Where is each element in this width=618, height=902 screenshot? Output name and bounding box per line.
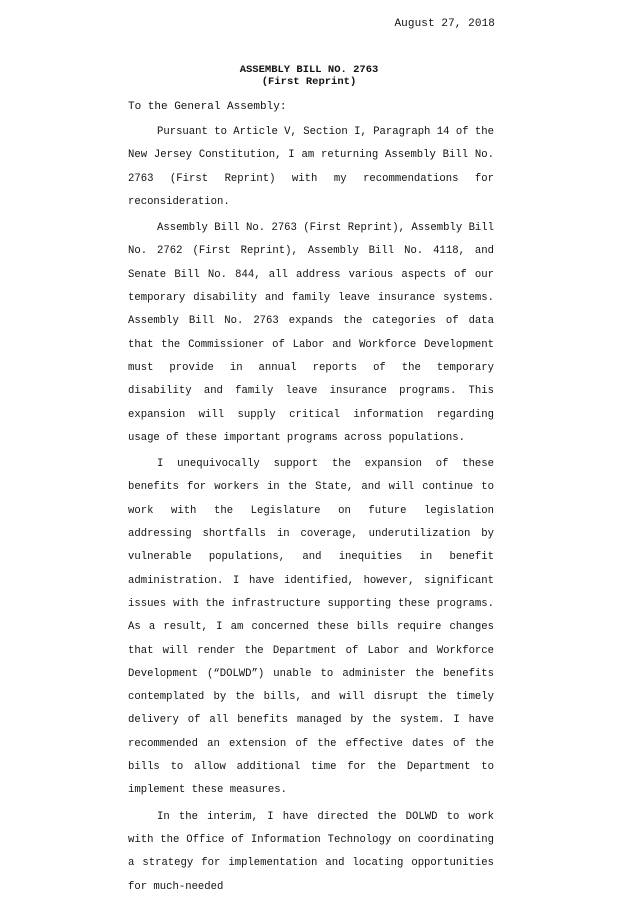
body-paragraph: In the interim, I have directed the DOLWD to work with the Office of Information Technology on coordinating a strategy for implementation and locating opportunities for much-needed — [128, 810, 494, 893]
bill-title — [0, 64, 618, 88]
body-paragraph: Pursuant to Article V, Section I, Paragraph 14 of the New Jersey Constitution, I am returning Assembly Bill No. 2763 (First Reprint) with my recommendations for reconsideration. — [128, 126, 494, 208]
bill-title-reprint: (First Reprint) — [261, 76, 357, 88]
letter-body — [128, 121, 494, 902]
bill-title-number: ASSEMBLY BILL NO. 2763 — [239, 64, 379, 76]
letter-date: August 27, 2018 — [394, 18, 495, 30]
salutation: To the General Assembly: — [128, 101, 287, 113]
body-paragraph: I unequivocally support the expansion of these benefits for workers in the State, and will continue to work with the Legislature on future legislation addressing shortfalls in coverage, underutilization by vulnerable populations, and inequities in benefit administration. I have identified, however, significant issues with the infrastructure supporting these programs. As a result, I am concerned these bills require changes that will render the Department of Labor and Workforce Development (“DOLWD”) unable to administer the benefits contemplated by the bills, and will disrupt the timely delivery of all benefits managed by the system. I have recommended an extension of the effective dates of the bills to allow additional time for the Department to implement these measures. — [128, 458, 494, 797]
body-paragraph: Assembly Bill No. 2763 (First Reprint), Assembly Bill No. 2762 (First Reprint), Assembly Bill No. 4118, and Senate Bill No. 844, all address various aspects of our temporary disability and family leave insurance systems. Assembly Bill No. 2763 expands the categories of data that the Commissioner of Labor and Workforce Development must provide in annual reports of the temporary disability and family leave insurance programs. This expansion will supply critical information regarding usage of these important programs across populations. — [128, 222, 494, 444]
